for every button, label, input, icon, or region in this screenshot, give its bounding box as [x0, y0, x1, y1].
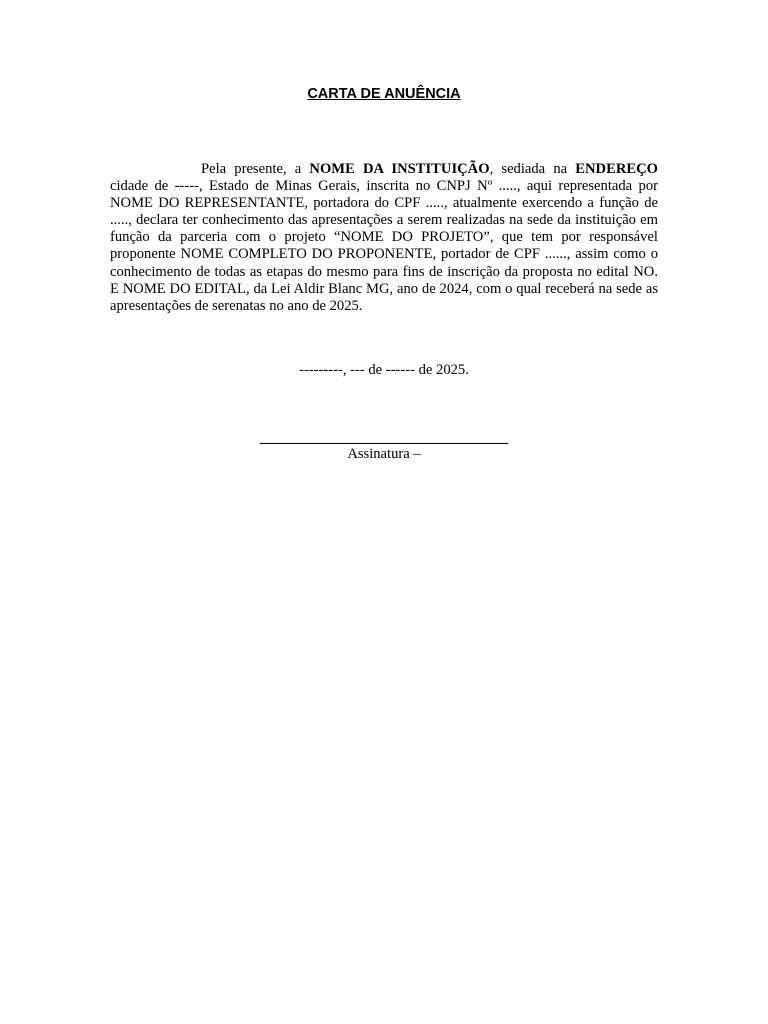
signature-line	[260, 443, 508, 444]
consent-paragraph	[110, 161, 658, 315]
paragraph-text-2: , sediada na	[489, 161, 576, 177]
paragraph-text-3: cidade de -----, Estado de Minas Gerais, inscrita no CNPJ Nº ....., aqui representada por NOME DO REPRESENTANTE, portadora do CPF ....., atualmente exercendo a função de ....., declara ter conhecimento das apresentações a serem realizadas na sede da instituição em função da parceria com o projeto “NOME DO PROJETO”, que tem por responsável proponente NOME COMPLETO DO PROPONENTE, portador de CPF ......, assim como o conhecimento de todas as etapas do mesmo para fins de inscrição da proposta no edital NO. E NOME DO EDITAL, da Lei Aldir Blanc MG, ano de 2024, com o qual receberá na sede as apresentações de serenatas no ano de 2025.	[110, 178, 658, 314]
institution-address: ENDEREÇO	[575, 161, 658, 177]
paragraph-text-1: Pela presente, a	[201, 161, 310, 177]
signature-label: Assinatura –	[347, 446, 421, 462]
date-line: ---------, --- de ------ de 2025.	[299, 362, 469, 378]
institution-name: NOME DA INSTITUIÇÃO	[309, 161, 490, 177]
document-title: CARTA DE ANUÊNCIA	[307, 86, 461, 102]
